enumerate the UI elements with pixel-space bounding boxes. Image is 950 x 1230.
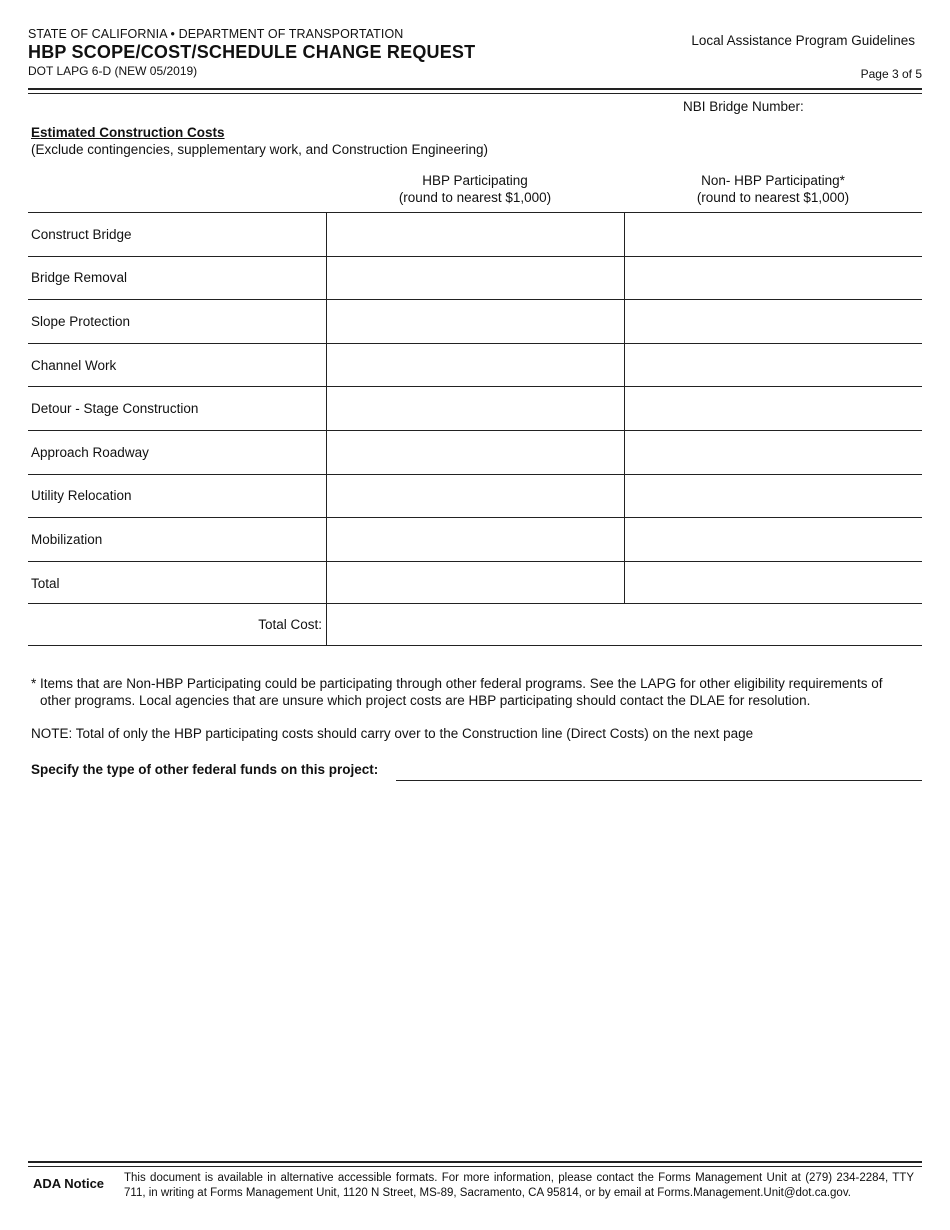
ada-notice-label: ADA Notice xyxy=(33,1176,105,1191)
nbi-bridge-number-label: NBI Bridge Number: xyxy=(683,99,804,114)
hbp-header-line2: (round to nearest $1,000) xyxy=(398,190,552,205)
footer-rule-thin xyxy=(28,1166,922,1167)
table-row xyxy=(28,474,922,518)
row-label: Utility Relocation xyxy=(31,488,132,504)
row-label: Channel Work xyxy=(31,357,117,373)
footer-rule-thick xyxy=(28,1161,922,1163)
row-label: Total xyxy=(31,575,60,591)
hbp-total-field[interactable] xyxy=(326,562,624,605)
hbp-amount-field[interactable] xyxy=(326,475,624,518)
non-hbp-amount-field[interactable] xyxy=(624,344,922,387)
table-row xyxy=(28,212,922,256)
hbp-amount-field[interactable] xyxy=(326,344,624,387)
non-hbp-amount-field[interactable] xyxy=(624,475,922,518)
non-hbp-amount-field[interactable] xyxy=(624,518,922,561)
other-federal-funds-field[interactable] xyxy=(396,780,922,781)
form-title: HBP SCOPE/COST/SCHEDULE CHANGE REQUEST xyxy=(28,42,476,62)
hbp-amount-field[interactable] xyxy=(326,431,624,474)
agency-line: STATE OF CALIFORNIA • DEPARTMENT OF TRANSPORTATION xyxy=(28,27,404,41)
hbp-header-line1: HBP Participating xyxy=(422,173,528,188)
non-hbp-amount-field[interactable] xyxy=(624,300,922,343)
non-hbp-header-line1: Non- HBP Participating* xyxy=(701,173,845,188)
table-row xyxy=(28,430,922,474)
hbp-amount-field[interactable] xyxy=(326,387,624,430)
non-hbp-participating-header xyxy=(624,172,922,206)
table-row xyxy=(28,299,922,343)
non-hbp-header-line2: (round to nearest $1,000) xyxy=(696,190,850,205)
footnote-line1: * Items that are Non-HBP Participating could be participating through other federal programs. See the LAPG for other eligibility requirements of xyxy=(31,676,883,691)
row-label: Detour - Stage Construction xyxy=(31,401,199,417)
total-cost-field[interactable] xyxy=(326,604,922,645)
hbp-participating-header xyxy=(326,172,624,206)
row-label: Approach Roadway xyxy=(31,444,149,460)
section-title: Estimated Construction Costs xyxy=(31,125,225,140)
other-federal-funds-label: Specify the type of other federal funds on this project: xyxy=(31,762,379,777)
note-text: NOTE: Total of only the HBP participating costs should carry over to the Construction line (Direct Costs) on the next page xyxy=(31,726,754,741)
table-row xyxy=(28,386,922,430)
table-row xyxy=(28,517,922,561)
section-subtitle: (Exclude contingencies, supplementary work, and Construction Engineering) xyxy=(31,142,488,157)
table-row xyxy=(28,256,922,300)
guidelines-label: Local Assistance Program Guidelines xyxy=(691,33,915,48)
table-row xyxy=(28,603,922,646)
total-cost-label: Total Cost: xyxy=(258,617,322,632)
header-rule-thin xyxy=(28,93,922,94)
non-hbp-amount-field[interactable] xyxy=(624,213,922,256)
row-label: Construct Bridge xyxy=(31,226,132,242)
hbp-amount-field[interactable] xyxy=(326,300,624,343)
footnote xyxy=(31,676,921,709)
ada-notice-text: This document is available in alternative accessible formats. For more information, please contact the Forms Management Unit at (279) 234-2284, TTY 711, in writing at Forms Management Unit, 1120 N Street, MS-89, Sacramento, CA 95814, or by email at Forms.Management.Unit@dot.ca.gov. xyxy=(124,1172,914,1199)
header-rule-thick xyxy=(28,88,922,90)
hbp-amount-field[interactable] xyxy=(326,257,624,300)
form-number: DOT LAPG 6-D (NEW 05/2019) xyxy=(28,64,198,78)
non-hbp-amount-field[interactable] xyxy=(624,257,922,300)
hbp-amount-field[interactable] xyxy=(326,518,624,561)
page-number: Page 3 of 5 xyxy=(860,67,922,81)
non-hbp-total-field[interactable] xyxy=(624,562,922,605)
non-hbp-amount-field[interactable] xyxy=(624,387,922,430)
row-label: Bridge Removal xyxy=(31,270,128,286)
row-label: Slope Protection xyxy=(31,313,131,329)
row-label: Mobilization xyxy=(31,531,103,547)
table-row xyxy=(28,561,922,605)
non-hbp-amount-field[interactable] xyxy=(624,431,922,474)
total-cost-row xyxy=(28,603,922,646)
cost-table xyxy=(28,212,922,604)
footnote-line2: other programs. Local agencies that are unsure which project costs are HBP participating should contact the DLAE for resolution. xyxy=(40,692,811,708)
hbp-amount-field[interactable] xyxy=(326,213,624,256)
table-row xyxy=(28,343,922,387)
